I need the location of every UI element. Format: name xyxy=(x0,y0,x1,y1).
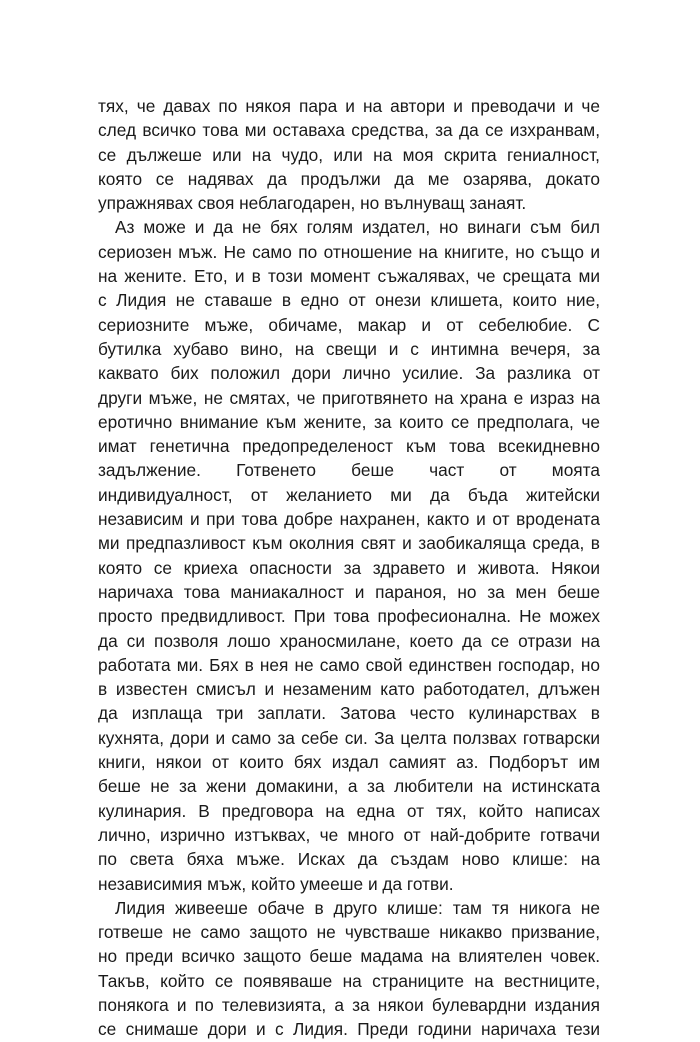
text-line: имат генетична предопределеност към това всекидневно xyxy=(98,436,600,457)
text-line: на жените. Ето, и в този момент съжалявах, че срещата ми xyxy=(98,266,600,287)
text-line: независим и при това добре нахранен, както и от вродената xyxy=(98,509,600,530)
text-line: кулинария. В предговора на една от тях, който написах xyxy=(98,800,600,821)
text-line: ми предпазливост към околния свят и заобикаляща среда, в xyxy=(98,533,600,554)
text-line: кухнята, дори и само за себе си. За целта ползвах готварски xyxy=(98,727,600,748)
text-line: задължение. Готвенето беше част от моята xyxy=(98,460,600,481)
text-line: наричаха това маниакалност и параноя, но за мен беше xyxy=(98,581,600,602)
text-line: да изплаща три заплати. Затова често кулинарствах в xyxy=(98,703,600,724)
text-line: книги, някои от които бях издал самият аз. Подборът им xyxy=(98,752,600,773)
text-line: която се криеха опасности за здравето и живота. Някои xyxy=(98,557,600,578)
text-line: да си позволя лошо храносмилане, което да се отрази на xyxy=(98,630,600,651)
text-line: упражнявах своя неблагодарен, но вълнуващ занаят. xyxy=(98,193,527,214)
text-line: Аз може и да не бях голям издател, но винаги съм бил xyxy=(115,217,600,238)
text-line: се снимаше дори и с Лидия. Преди години наричаха тези xyxy=(98,1019,600,1040)
text-line: други мъже, не смятах, че приготвянето на храна е израз на xyxy=(98,387,600,408)
text-line: по света бяха мъже. Исках да създам ново клише: на xyxy=(98,849,600,870)
text-line: тях, че давах по някоя пара и на автори и преводачи и че xyxy=(98,96,600,116)
text-line: независимия мъж, който умееше и да готви. xyxy=(98,873,454,894)
text-line: индивидуалност, от желанието ми да бъда житейски xyxy=(98,484,600,505)
text-line: Лидия живееше обаче в друго клише: там тя никога не xyxy=(115,897,600,918)
text-line: но преди всичко защото беше мадама на влиятелен човек. xyxy=(98,946,600,967)
paragraph xyxy=(98,215,600,895)
paragraph xyxy=(98,896,600,1042)
text-line: сериозните мъже, обичаме, макар и от себелюбие. С xyxy=(98,314,600,335)
text-line: с Лидия не ставаше в едно от онези клишета, които ние, xyxy=(98,290,600,311)
text-line: лично, изрично изтъквах, че много от най-добрите готвачи xyxy=(98,824,600,845)
text-line: която се надявах да продължи да ме озарява, докато xyxy=(98,168,600,189)
text-line: сериозен мъж. Не само по отношение на книгите, но също и xyxy=(98,241,600,262)
text-line: готвеше не само защото не чувстваше никакво призвание, xyxy=(98,922,600,943)
text-line: просто предвидливост. При това професионална. Не можех xyxy=(98,606,600,627)
text-line: каквато бих положил дори лично усилие. За разлика от xyxy=(98,363,600,384)
text-line: понякога и по телевизията, а за някои булевардни издания xyxy=(98,994,600,1015)
book-page xyxy=(98,94,600,1042)
text-line: след всичко това ми оставаха средства, за да се изхранвам, xyxy=(98,120,600,141)
text-line: работата ми. Бях в нея не само свой единствен господар, но xyxy=(98,654,600,675)
paragraph xyxy=(98,94,600,215)
text-line: се дължеше или на чудо, или на моя скрита гениалност, xyxy=(98,144,600,165)
text-line: Такъв, който се появяваше на страниците на вестниците, xyxy=(98,970,600,991)
text-line: еротично внимание към жените, за които се предполага, че xyxy=(98,411,600,432)
text-line: беше не за жени домакини, а за любители на истинската xyxy=(98,776,600,797)
text-line: бутилка хубаво вино, на свещи и с интимна вечеря, за xyxy=(98,338,600,359)
text-line: в известен смисъл и незаменим като работодател, длъжен xyxy=(98,679,600,700)
